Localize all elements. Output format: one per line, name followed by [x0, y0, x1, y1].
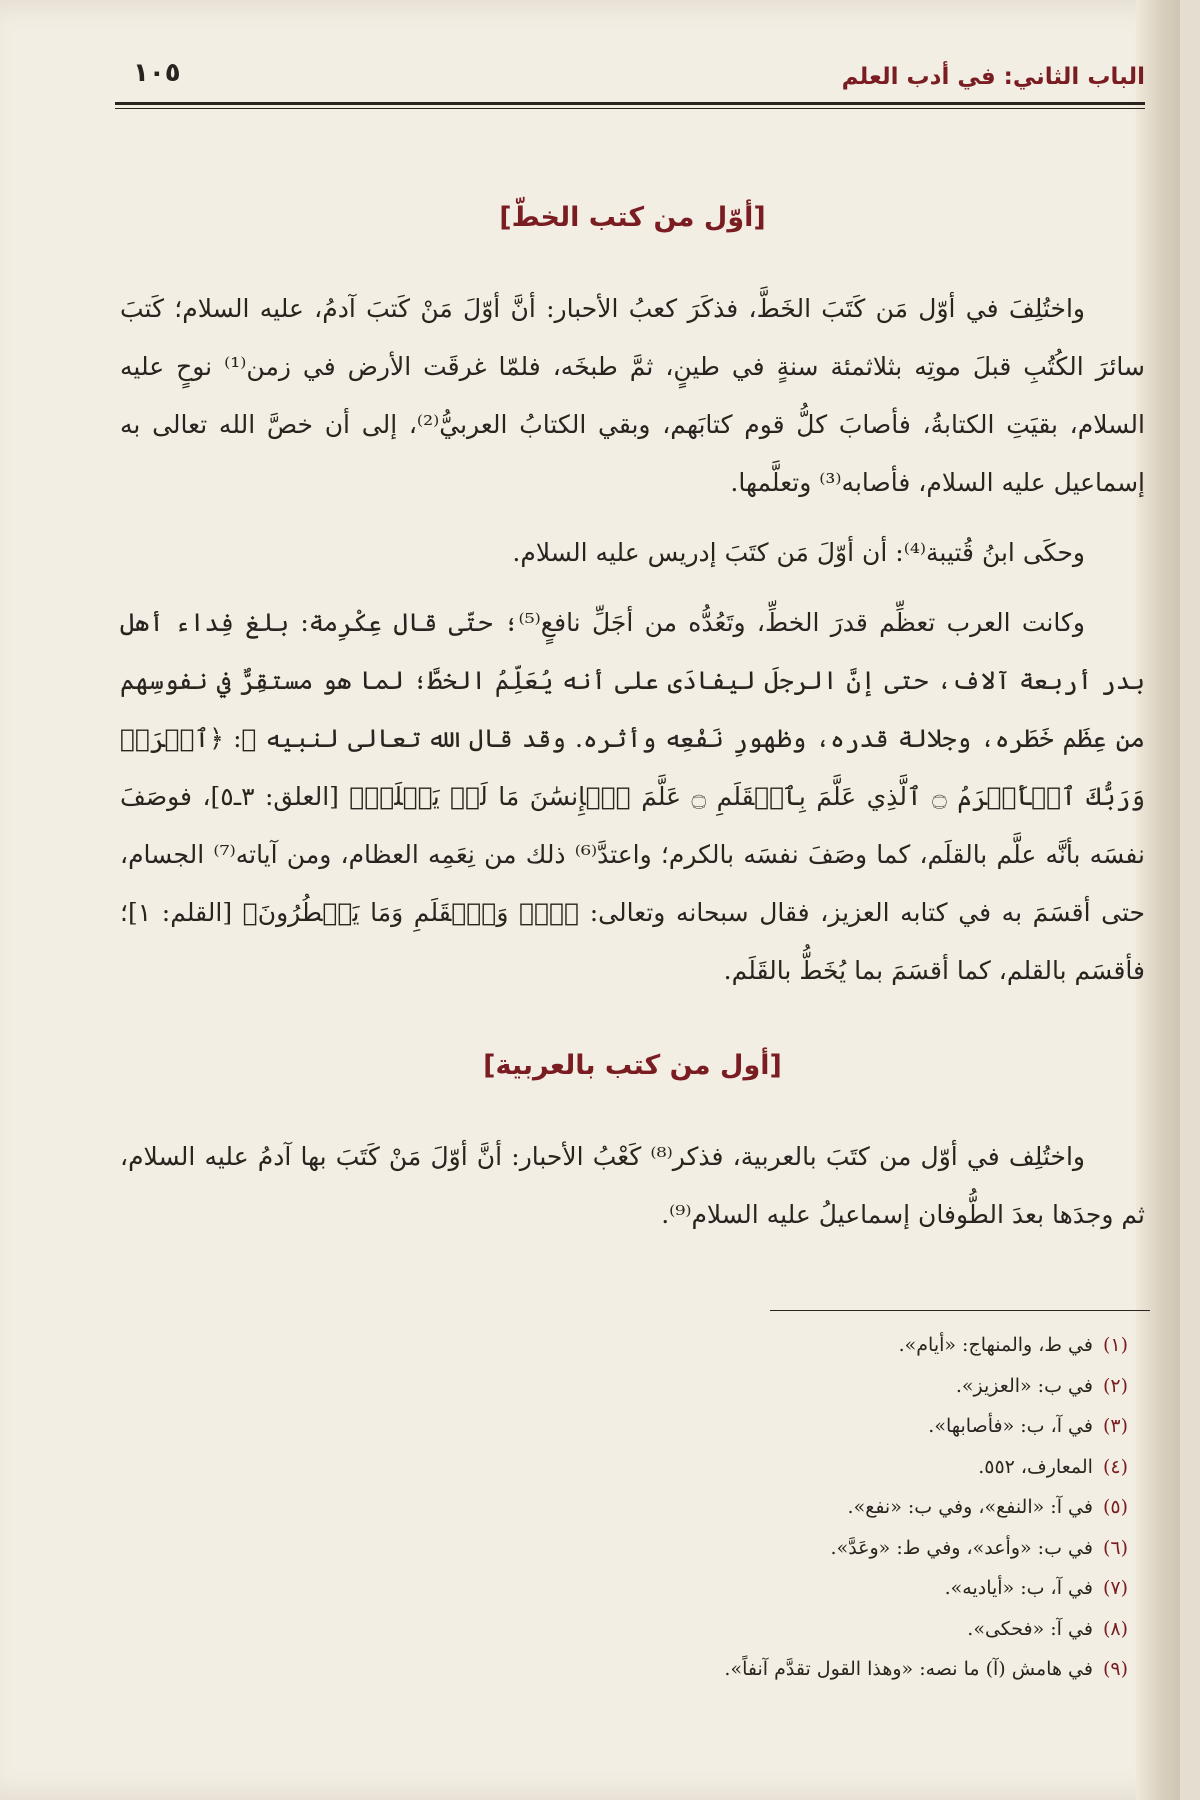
footnote-number: (٢) [1102, 1374, 1128, 1397]
footnote-text: في آ: «فحكى». [967, 1617, 1093, 1640]
footnote-separator [770, 1310, 1150, 1311]
footnote [128, 1406, 1128, 1447]
footnote-text: في ب: «وأعد»، وفي ط: «وعَدَّ». [830, 1536, 1093, 1559]
footnote-text: في آ، ب: «فأصابها». [928, 1415, 1093, 1437]
section-heading-first-writer: [أوّل من كتب الخطّ] [499, 202, 766, 233]
header-rule-thin [115, 108, 1145, 109]
footnote-number: (٥) [1102, 1496, 1128, 1518]
footnote [128, 1325, 1128, 1366]
footnote-number: (١) [1102, 1334, 1128, 1356]
footnote [128, 1609, 1128, 1650]
footnotes [128, 1325, 1128, 1690]
footnote-number: (٨) [1102, 1617, 1128, 1640]
page-header [115, 50, 1145, 100]
footnote [128, 1487, 1128, 1528]
footnote-text: المعارف، ٥٥٢. [978, 1455, 1093, 1478]
footnote [128, 1366, 1128, 1407]
footnote-number: (٤) [1102, 1455, 1128, 1478]
page-number: ١٠٥ [133, 58, 181, 88]
footnote [128, 1649, 1128, 1690]
footnote [128, 1528, 1128, 1569]
footnote [128, 1447, 1128, 1488]
footnote-number: (٧) [1102, 1577, 1128, 1599]
footnote-text: في ط، والمنهاج: «أيام». [898, 1334, 1093, 1356]
footnote-text: في ب: «العزيز». [955, 1374, 1093, 1397]
footnote-number: (٣) [1102, 1415, 1128, 1437]
running-title: الباب الثاني: في أدب العلم [841, 64, 1145, 90]
header-rule [115, 102, 1145, 105]
paragraph: واختُلِف في أوّل من كتَبَ بالعربية، فذكر⁽⁸⁾ كَعْبُ الأحبار: أنَّ أوّلَ مَنْ كَتَبَ بها آدمُ عليه السلام، ثم وجدَها بعدَ الطُّوفان إسماعيلُ عليه السلام⁽⁹⁾. [120, 1142, 1145, 1229]
paragraph: واختُلِفَ في أوّل مَن كَتَبَ الخَطَّ، فذكَرَ كعبُ الأحبار: أنَّ أوّلَ مَنْ كَتبَ آدمُ، عليه السلام؛ كَتبَ سائرَ الكُتُبِ قبلَ موتِه بثلاثمئة سنةٍ في طينٍ، ثمَّ طبخَه، فلمّا غرقَت الأرض في زمن⁽¹⁾ نوحٍ عليه السلام، بقيَتِ الكتابةُ، فأصابَ كلُّ قوم كتابَهم، وبقي الكتابُ العربيُّ⁽²⁾، إلى أن خصَّ الله تعالى به إسماعيل عليه السلام، فأصابه⁽³⁾ وتعلَّمها. [120, 294, 1146, 497]
footnote-text: في آ: «النفع»، وفي ب: «نفع». [847, 1496, 1093, 1518]
footnote-number: (٩) [1102, 1658, 1128, 1680]
section-heading-first-arabic-writer: [أول من كتب بالعربية] [483, 1050, 782, 1081]
paragraph: وحكَى ابنُ قُتيبة⁽⁴⁾: أن أوّلَ مَن كتَبَ إدريس عليه السلام. [512, 538, 1085, 567]
main-text [120, 190, 1145, 1256]
footnote [128, 1568, 1128, 1609]
footnote-text: في هامش (آ) ما نصه: «وهذا القول تقدَّم آنفاً». [724, 1658, 1093, 1680]
footnote-number: (٦) [1102, 1536, 1128, 1559]
paragraph: وكانت العرب تعظِّم قدرَ الخطِّ، وتَعُدُّه من أجَلِّ نافعٍ⁽⁵⁾؛ حتّى قال عِكْرِمة: بلغ فِداء أهل بدر أربعة آلاف، حتى إنَّ الرجلَ ليفادَى على أنه يُعَلِّمُ الخطَّ؛ لما هو مستقِرٌّ في نفوسِهم من عِظَم خَطَره، وجلالة قدره، وظهورِ نَفْعِه وأثره. وقد قال الله تعالى لنبيه ﷺ: ﴿ٱقۡرَأۡ وَرَبُّكَ ٱلۡأَكۡرَمُ ۝ ٱلَّذِي عَلَّمَ بِٱلۡقَلَمِ ۝ عَلَّمَ ٱلۡإِنسَٰنَ مَا لَمۡ يَعۡلَمۡ﴾ [العلق: ٣ـ٥]، فوصَفَ نفسَه بأنَّه علَّم بالقلَم، كما وصَفَ نفسَه بالكرم؛ واعتدَّ⁽⁶⁾ ذلك من نِعَمِه العظام، ومن آياته⁽⁷⁾ الجسام، حتى أقسَمَ به في كتابه العزيز، فقال سبحانه وتعالى: ﴿نٓۚ وَٱلۡقَلَمِ وَمَا يَسۡطُرُونَ﴾ [القلم: ١]؛ فأقسَم بالقلم، كما أقسَمَ بما يُخَطُّ بالقَلَم. [120, 608, 1145, 985]
footnote-text: في آ، ب: «أياديه». [944, 1577, 1093, 1599]
